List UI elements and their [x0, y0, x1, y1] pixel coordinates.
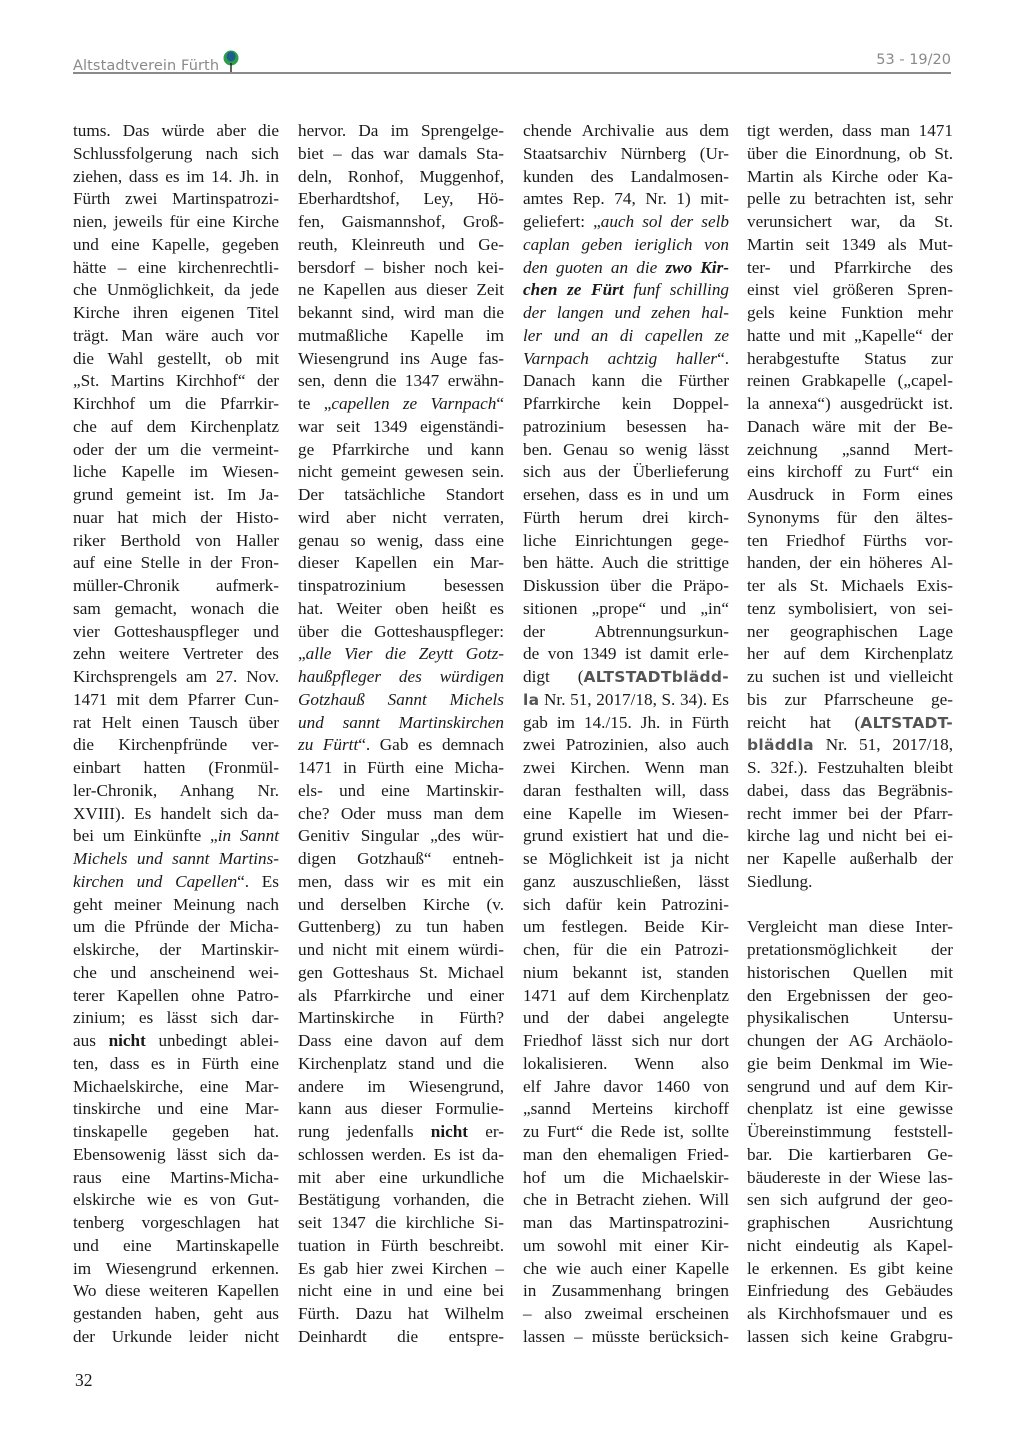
quoted-source-text: funf schilling — [623, 280, 729, 300]
text-line — [523, 325, 729, 348]
text-line: Vergleicht man diese Inter- — [747, 917, 953, 937]
emphasis-quote-text: zwo Kir- — [665, 257, 729, 277]
text-line: patrozinium besessen ha- — [523, 416, 729, 436]
text-run: te „ — [298, 394, 332, 413]
text-line: zehn weitere Vertreter des — [73, 644, 279, 664]
text-run: reicht hat ( — [747, 712, 861, 732]
text-line — [523, 234, 729, 257]
text-line: digen Gotzhauß“ entneh- — [298, 849, 504, 868]
text-line: Kirchenplatz stand und die — [298, 1053, 504, 1073]
emphasis-text: nicht — [108, 1031, 146, 1050]
text-line: sen sich aufgrund der geo- — [747, 1190, 953, 1210]
emphasis-quote-text: chen ze Fürt — [523, 280, 624, 300]
text-line: sich aus der Überlieferung — [523, 462, 729, 482]
text-line: um sowohl mit einer Kir- — [523, 1235, 729, 1255]
text-run: rung jedenfalls — [298, 1122, 431, 1141]
text-line: mit aber eine urkundliche — [298, 1167, 504, 1187]
text-line: vier Gotteshauspfleger und — [73, 621, 279, 641]
text-line: man das Martinspatrozini- — [523, 1213, 729, 1232]
text-line: die Kirchenpfründe ver- — [73, 735, 279, 755]
text-line — [523, 257, 729, 280]
text-run: bei um Einkünfte „ — [73, 826, 218, 846]
text-line: bekannt sind, wird man die — [298, 303, 504, 322]
text-line: tinspatrozinium besessen — [298, 576, 504, 595]
text-line: mutmaßliche Kapelle im — [298, 325, 504, 345]
text-line: ter als St. Michaels Exis- — [747, 576, 953, 595]
text-line: die Wahl gestellt, ob mit — [73, 348, 279, 368]
text-line: kann aus dieser Formulie- — [298, 1099, 504, 1119]
text-line: über die Gotteshauspfleger: — [298, 621, 504, 641]
text-line: Wiesengrund ins Auge fas- — [298, 348, 504, 368]
text-line: müller-Chronik aufmerk- — [73, 576, 279, 595]
text-line: Michaelskirche, eine Mar- — [73, 1076, 279, 1096]
text-line: Deinhardt die entspre- — [298, 1326, 504, 1346]
text-line: eins kirchoff zu Furt“ ein — [747, 462, 953, 482]
text-line: verunsichert war, da St. — [747, 212, 953, 231]
text-line: elskirche wie es von Gut- — [73, 1190, 279, 1210]
text-line — [298, 734, 504, 757]
text-line: bis zur Pfarrscheune ge- — [747, 689, 953, 709]
publication-brand-name: ALTSTADT- — [860, 713, 953, 732]
text-line: gie beim Denkmal im Wie- — [747, 1053, 953, 1073]
text-line: Siedlung. — [747, 871, 813, 891]
quoted-source-text: capellen ze Varnpach — [331, 394, 497, 413]
text-line: le erkennen. Es gibt keine — [747, 1258, 953, 1278]
text-line: Friedhof lässt sich nur dort — [523, 1031, 729, 1050]
text-line: Übereinstimmung feststell- — [747, 1122, 953, 1141]
text-line: chungen der AG Archäolo- — [747, 1031, 953, 1050]
text-run: “ — [496, 394, 504, 413]
quoted-source-text: der langen und zehen hal- — [523, 303, 729, 322]
publication-brand-name: ALTSTADTblädd- — [583, 668, 729, 686]
text-line: dabei, dass das Begräbnis- — [747, 780, 953, 800]
text-line: zu suchen ist und vielleicht — [747, 667, 953, 686]
text-line: Martin als Kirche oder Ka- — [747, 166, 953, 186]
quoted-source-text: auch sol der selb — [600, 212, 729, 231]
text-line: ben hätte. Auch die strittige — [523, 553, 729, 573]
text-line: grund gemeint ist. Im Ja- — [73, 485, 279, 504]
text-run: Nr. 51, 2017/18, S. 34). Es — [539, 689, 729, 709]
text-line: – also zweimal erscheinen — [523, 1304, 729, 1323]
quoted-source-text: haußpfleger des würdigen — [298, 667, 504, 686]
text-line: 1471 auf dem Kirchenplatz — [523, 985, 729, 1005]
text-line: und nicht mit einem würdi- — [298, 940, 504, 959]
text-line: der Abtrennungsurkun- — [523, 621, 729, 641]
text-line: man den ehemaligen Fried- — [523, 1144, 729, 1164]
text-line: la annexa“) ausgedrückt ist. — [747, 394, 953, 413]
publication-title-group — [73, 52, 240, 74]
text-line: graphischen Ausrichtung — [747, 1213, 953, 1232]
text-line: rat Helt einen Tausch über — [73, 712, 279, 732]
text-line: ner geographischen Lage — [747, 621, 953, 641]
text-line: tuation in Fürth beschreibt. — [298, 1235, 504, 1255]
text-line: Schlussfolgerung nach sich — [73, 143, 279, 163]
text-run: er- — [468, 1122, 504, 1141]
text-line: als Kirchhofsmauer und es — [747, 1304, 953, 1323]
text-line: Fürth. Dazu hat Wilhelm — [298, 1304, 504, 1323]
text-line: hof um die Michaelskir- — [523, 1167, 729, 1187]
text-line: Kirche ihren eigenen Titel — [73, 303, 279, 322]
text-line: Der tatsächliche Standort — [298, 485, 504, 504]
text-line: ler-Chronik, Anhang Nr. — [73, 780, 279, 800]
text-line: che in Betracht ziehen. Will — [523, 1190, 729, 1210]
text-line: dieser Kapellen ein Mar- — [298, 553, 504, 573]
text-line: zinium; es lässt sich dar- — [73, 1008, 279, 1028]
text-run: geliefert: „ — [523, 212, 601, 231]
text-line: nicht gemeint gewesen sein. — [298, 462, 504, 482]
text-line: tenz symbolisiert, von sei- — [747, 598, 953, 618]
text-line: einst viel größeren Spren- — [747, 280, 953, 300]
text-line: zwei Patrozinien, also auch — [523, 735, 729, 755]
text-line: raus eine Martins-Micha- — [73, 1167, 279, 1187]
text-line: in Zusammenhang bringen — [523, 1281, 729, 1301]
publication-brand-name: bläddla — [747, 736, 814, 755]
text-line: S. 32f.). Festzuhalten bleibt — [747, 758, 953, 777]
quoted-source-text: den guoten an die — [523, 257, 666, 277]
text-line: ter- und Pfarrkirche des — [747, 257, 953, 277]
text-line: tinskapelle gegeben hat. — [73, 1122, 279, 1141]
text-column-2 — [298, 120, 504, 1349]
text-line: gels keine Funktion mehr — [747, 303, 953, 322]
text-line: gab im 14./15. Jh. in Fürth — [523, 712, 729, 732]
text-line: Martin seit 1349 als Mut- — [747, 234, 953, 254]
text-line: fen, Gaismannshof, Groß- — [298, 212, 504, 231]
text-line: um festlegen. Beide Kir- — [523, 917, 729, 937]
text-line: trägt. Man wäre auch vor — [73, 325, 279, 345]
text-line: Eberhardtshof, Ley, Hö- — [298, 189, 504, 209]
text-line: liche Kapelle im Wiesen- — [73, 462, 279, 482]
text-line: ziehen, dass es im 14. Jh. in — [73, 166, 279, 186]
text-line: che Unmöglichkeit, da jede — [73, 280, 279, 300]
text-line: Martinskirche in Fürth? — [298, 1008, 504, 1028]
quoted-source-text: zu Fürtt — [298, 735, 359, 755]
text-column-3 — [523, 120, 729, 1349]
text-line: oder der um die vermeint- — [73, 439, 279, 459]
text-line: eine Kapelle im Wiesen- — [523, 803, 729, 823]
text-line: ge Pfarrkirche und kann — [298, 439, 504, 459]
text-line: hätte – eine kirchenrechtli- — [73, 257, 279, 277]
text-line: tums. Das würde aber die — [73, 121, 279, 140]
text-line: einbart hatten (Fronmül- — [73, 758, 279, 777]
text-line: zeichnung „sannd Mert- — [747, 439, 953, 459]
text-line: Guttenberg) zu tun haben — [298, 917, 504, 937]
text-line: che? Oder muss man dem — [298, 803, 504, 823]
text-line: tenberg vorgeschlagen hat — [73, 1213, 279, 1232]
text-line: und der dabei angelegte — [523, 1008, 729, 1028]
text-line: biet – das war damals Sta- — [298, 143, 504, 163]
text-line: terer Kapellen ohne Patro- — [73, 985, 279, 1005]
text-line: und eine Kapelle, gegeben — [73, 234, 279, 254]
text-line: Bestätigung vorhanden, die — [298, 1190, 504, 1210]
text-column-1 — [73, 120, 279, 1349]
text-line: ten Friedhof Fürths vor- — [747, 530, 953, 550]
text-line: deln, Ronhof, Muggenhof, — [298, 166, 504, 186]
text-line: kunden des Landalmosen- — [523, 166, 729, 186]
text-line: daran festhalten will, dass — [523, 780, 729, 800]
text-line: che und anscheinend wei- — [73, 962, 279, 982]
text-line: hervor. Da im Sprengelge- — [298, 121, 504, 140]
text-line: els- und eine Martinskir- — [298, 780, 504, 800]
text-line: lassen – müsste berücksich- — [523, 1326, 729, 1346]
text-line: der Urkunde leider nicht — [73, 1326, 279, 1346]
text-line: 1471 in Fürth eine Micha- — [298, 758, 504, 777]
text-line: sam gemacht, wonach die — [73, 598, 279, 618]
text-line: Danach wäre mit der Be- — [747, 416, 953, 436]
text-line: und derselben Kirche (v. — [298, 894, 504, 914]
quoted-source-text: alle Vier die Zeytt Gotz- — [305, 644, 504, 664]
text-line: genau so wenig, dass eine — [298, 530, 504, 550]
text-line: ten, dass es in Fürth eine — [73, 1053, 279, 1073]
text-run: unbedingt ablei- — [145, 1031, 279, 1050]
quoted-source-text: und sannt Martinskirchen — [298, 712, 504, 732]
text-run: “. Es — [237, 871, 279, 891]
quoted-source-text: ler und an di capellen ze — [523, 325, 729, 345]
text-line: nicht eine in und eine bei — [298, 1281, 504, 1301]
text-line: geht meiner Meinung nach — [73, 894, 279, 914]
text-line: den Ergebnissen der geo- — [747, 985, 953, 1005]
text-line: Danach kann die Fürther — [523, 371, 729, 391]
text-line: de von 1349 ist damit erle- — [523, 644, 729, 664]
text-line: che wie auch einer Kapelle — [523, 1258, 729, 1278]
emphasis-text: nicht — [430, 1122, 469, 1141]
text-line: um die Pfründe der Micha- — [73, 917, 279, 937]
text-line: pretationsmöglichkeit der — [747, 940, 953, 959]
text-line: chende Archivalie aus dem — [523, 121, 729, 140]
text-line: Kirchhof um die Pfarrkir- — [73, 394, 279, 413]
text-line: Genitiv Singular „des wür- — [298, 826, 504, 846]
text-line: reuth, Kleinreuth und Ge- — [298, 234, 504, 254]
text-line: sitionen „prope“ und „in“ — [523, 598, 729, 618]
text-line — [298, 1121, 504, 1144]
text-line: über die Einordnung, ob St. — [747, 143, 953, 163]
article-body — [73, 120, 953, 1350]
paragraph-gap — [747, 894, 953, 917]
text-line: 1471 mit dem Pfarrer Cun- — [73, 689, 279, 709]
text-line: Diskussion über die Präpo- — [523, 576, 729, 595]
quoted-source-text: Varnpach achtzig haller — [523, 348, 718, 368]
quoted-source-text: Michels und sannt Martins- — [73, 849, 279, 868]
text-line: Wo diese weiteren Kapellen — [73, 1281, 279, 1301]
text-line: sengrund und auf dem Kir- — [747, 1076, 953, 1096]
text-line — [523, 689, 729, 712]
text-line: Staatsarchiv Nürnberg (Ur- — [523, 143, 729, 163]
text-line — [298, 643, 504, 666]
quoted-source-text: Gotzhauß Sannt Michels — [298, 689, 504, 709]
text-line: herabgestufte Status zur — [747, 348, 953, 368]
text-line: lokalisieren. Wenn also — [523, 1053, 729, 1073]
text-line: che auf dem Kirchenplatz — [73, 416, 279, 436]
text-run: aus — [73, 1031, 109, 1050]
text-line: nicht eindeutig als Kapel- — [747, 1235, 953, 1255]
text-line — [523, 279, 729, 302]
text-run: Nr. 51, 2017/18, — [813, 735, 953, 755]
text-line: riker Berthold von Haller — [73, 530, 279, 550]
text-line: „St. Martins Kirchhof“ der — [73, 371, 279, 391]
text-line: reinen Grabkapelle („capel- — [747, 371, 953, 391]
text-line: hatte und mit „Kapelle“ der — [747, 325, 953, 345]
text-line: Fürth zwei Martinspatrozi- — [73, 189, 279, 209]
text-line: war seit 1349 eigenständi- — [298, 416, 504, 436]
text-line: Kirchsprengels am 27. Nov. — [73, 667, 279, 686]
text-line: Ausdruck in Form eines — [747, 485, 953, 504]
text-line: zwei Kirchen. Wenn man — [523, 758, 729, 777]
text-line: gestanden haben, geht aus — [73, 1304, 279, 1323]
text-run: “. — [717, 348, 729, 368]
text-line: bersdorf – bisher noch kei- — [298, 257, 504, 277]
text-line: nuar hat mich der Histo- — [73, 507, 279, 527]
text-line: und eine Martinskapelle — [73, 1235, 279, 1255]
text-line: Fürth herum drei kirch- — [523, 507, 729, 527]
text-line: recht immer bei der Pfarr- — [747, 803, 953, 823]
text-line: andere im Wiesengrund, — [298, 1076, 504, 1096]
text-line: auf eine Stelle in der Fron- — [73, 553, 279, 573]
text-line — [747, 734, 953, 757]
text-line: bäudereste in der Wiese las- — [747, 1167, 953, 1187]
text-line: als Pfarrkirche und einer — [298, 985, 504, 1005]
text-line: kirche lag und nicht bei ei- — [747, 826, 953, 846]
text-line — [298, 666, 504, 689]
text-line: schlossen werden. Es ist da- — [298, 1144, 504, 1164]
text-column-4 — [747, 120, 953, 1349]
tree-logo-icon — [222, 50, 240, 72]
quoted-source-text: in Sannt — [217, 826, 279, 846]
text-line — [298, 712, 504, 735]
text-line: amtes Rep. 74, Nr. 1) mit- — [523, 189, 729, 209]
text-line: ben. Genau so wenig lässt — [523, 439, 729, 459]
text-line — [523, 348, 729, 371]
text-line: grund existiert hat und die- — [523, 826, 729, 846]
text-line: physikalischen Untersu- — [747, 1008, 953, 1028]
publication-title: Altstadtverein Fürth — [73, 58, 220, 74]
text-line: XVIII). Es handelt sich da- — [73, 803, 279, 823]
text-line: handen, der ein höheres Al- — [747, 553, 953, 573]
quoted-source-text: kirchen und Capellen — [73, 871, 238, 891]
text-line: Einfriedung des Gebäudes — [747, 1281, 953, 1301]
text-line: sen, denn die 1347 erwähn- — [298, 371, 504, 391]
text-line: tigt werden, dass man 1471 — [747, 121, 953, 140]
text-line: ner Kapelle außerhalb der — [747, 849, 953, 868]
text-run: „ — [298, 644, 306, 664]
text-line: im Wiesengrund erkennen. — [73, 1258, 279, 1278]
text-line: wird aber nicht verraten, — [298, 507, 504, 527]
text-line — [73, 1030, 279, 1053]
text-line: se Möglichkeit ist ja nicht — [523, 849, 729, 868]
text-run: digt ( — [523, 667, 584, 686]
text-line: ne Kapellen aus dieser Zeit — [298, 280, 504, 300]
text-line: Ebensowenig lässt sich da- — [73, 1144, 279, 1164]
text-line: historischen Quellen mit — [747, 962, 953, 982]
text-line: Pfarrkirche kein Doppel- — [523, 394, 729, 413]
text-line — [73, 871, 279, 894]
page-number: 32 — [75, 1370, 93, 1390]
text-line — [73, 848, 279, 871]
publication-brand-name: la — [523, 690, 540, 709]
text-line: pelle zu betrachten ist, sehr — [747, 189, 953, 209]
text-line: elskirche, der Martinskir- — [73, 940, 279, 959]
text-line: zu Furt“ die Rede ist, sollte — [523, 1122, 729, 1141]
text-line: tinskirche und eine Mar- — [73, 1099, 279, 1119]
text-line: lassen sich keine Grabgru- — [747, 1326, 953, 1346]
text-line — [747, 712, 953, 735]
text-line — [523, 302, 729, 325]
text-line: chen, für die ein Patrozi- — [523, 940, 729, 959]
text-run: “. Gab es demnach — [358, 735, 504, 755]
text-line: men, dass wir es mit ein — [298, 871, 504, 891]
text-line — [298, 393, 504, 416]
text-line: gen Gotteshaus St. Michael — [298, 962, 504, 982]
text-line: chenplatz ist eine gewisse — [747, 1099, 953, 1119]
text-line: her auf dem Kirchenplatz — [747, 644, 953, 664]
text-line — [73, 825, 279, 848]
text-line: elf Jahre davor 1460 von — [523, 1076, 729, 1096]
text-line — [523, 211, 729, 234]
text-line: Es gab hier zwei Kirchen – — [298, 1258, 504, 1278]
text-line: ersehen, dass es in und um — [523, 485, 729, 504]
text-line: ganz auszuschließen, lässt — [523, 871, 729, 891]
issue-number: 53 - 19/20 — [876, 52, 951, 68]
text-line: Dass eine davon auf dem — [298, 1031, 504, 1050]
text-line: bar. Die kartierbaren Ge- — [747, 1144, 953, 1164]
text-line: nien, jeweils für eine Kirche — [73, 212, 279, 231]
running-header — [73, 50, 951, 74]
quoted-source-text: caplan geben ieriglich von — [523, 234, 729, 254]
text-line — [523, 666, 729, 689]
text-line: seit 1347 die kirchliche Si- — [298, 1213, 504, 1232]
text-line: liche Einrichtungen gege- — [523, 530, 729, 550]
text-line — [298, 689, 504, 712]
text-line: nium bekannt ist, standen — [523, 962, 729, 982]
text-line: „sannd Merteins kirchoff — [523, 1099, 729, 1119]
text-line: sich dafür kein Patrozini- — [523, 894, 729, 914]
text-line: hat. Weiter oben heißt es — [298, 598, 504, 618]
text-line: Synonyms für den ältes- — [747, 507, 953, 527]
